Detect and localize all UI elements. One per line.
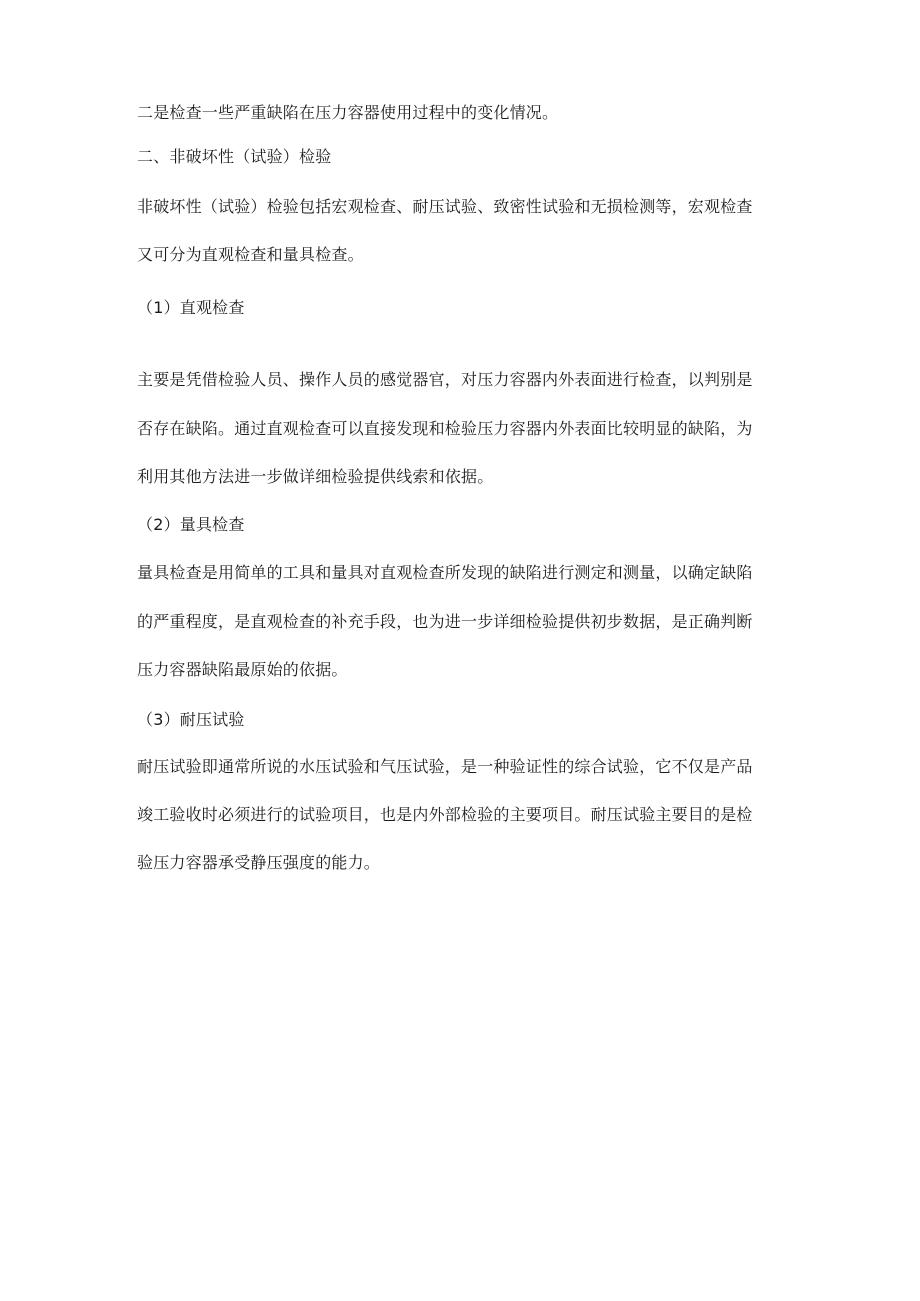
paragraph-line: 压力容器缺陷最原始的依据。 xyxy=(137,660,348,679)
paragraph-line: 耐压试验即通常所说的水压试验和气压试验，是一种验证性的综合试验，它不仅是产品 xyxy=(137,757,753,776)
paragraph-line: 主要是凭借检验人员、操作人员的感觉器官，对压力容器内外表面进行检查，以判别是 xyxy=(137,370,753,389)
paragraph-line: 否存在缺陷。通过直观检查可以直接发现和检验压力容器内外表面比较明显的缺陷，为 xyxy=(137,419,753,438)
paragraph-line: 二是检查一些严重缺陷在压力容器使用过程中的变化情况。 xyxy=(137,103,559,122)
paragraph-line: 的严重程度，是直观检查的补充手段，也为进一步详细检验提供初步数据，是正确判断 xyxy=(137,612,753,631)
subsection-heading: （2）量具检查 xyxy=(137,515,245,534)
paragraph-line: 量具检查是用简单的工具和量具对直观检查所发现的缺陷进行测定和测量，以确定缺陷 xyxy=(137,563,753,582)
section-heading: 二、非破坏性（试验）检验 xyxy=(137,147,332,166)
paragraph-line: 竣工验收时必须进行的试验项目，也是内外部检验的主要项目。耐压试验主要目的是检 xyxy=(137,805,753,824)
paragraph-line: 验压力容器承受静压强度的能力。 xyxy=(137,853,381,872)
subsection-heading: （3）耐压试验 xyxy=(137,710,245,729)
subsection-heading: （1）直观检查 xyxy=(137,298,245,317)
paragraph-line: 利用其他方法进一步做详细检验提供线索和依据。 xyxy=(137,467,494,486)
paragraph-line: 非破坏性（试验）检验包括宏观检查、耐压试验、致密性试验和无损检测等，宏观检查 xyxy=(137,197,753,216)
paragraph-line: 又可分为直观检查和量具检查。 xyxy=(137,245,364,264)
